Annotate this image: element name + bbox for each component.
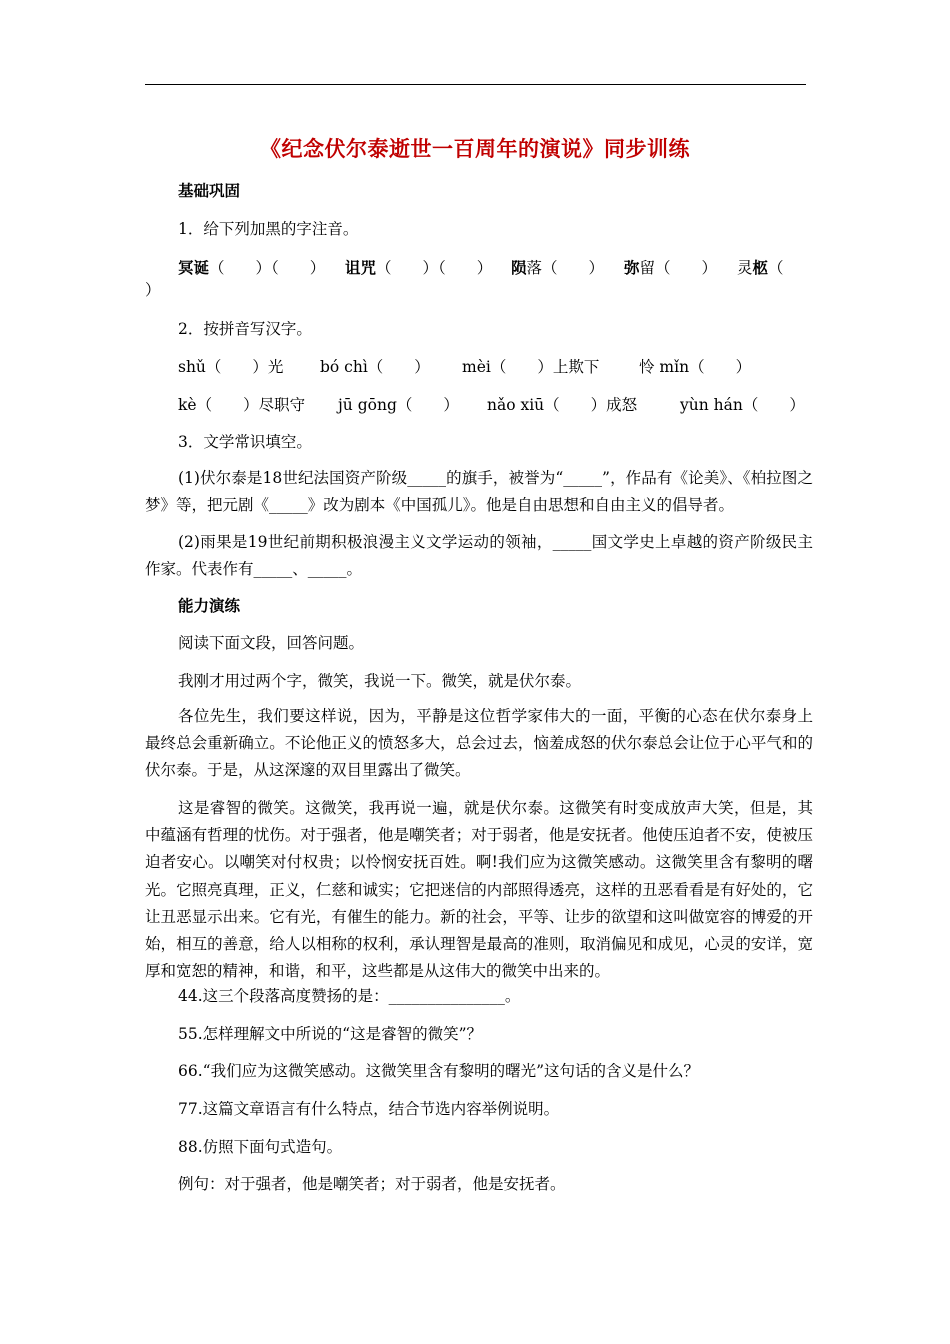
question-1-item-3: 陨落（ ）	[511, 258, 605, 277]
question-2-row1-item-4: 怜 mǐn（ ）	[639, 358, 752, 376]
question-2-row2-item-1: kè（ ）尽职守	[178, 396, 306, 414]
question-1-item-5: 灵柩（	[737, 258, 784, 277]
example-sentence: 例句：对于强者，他是嘲笑者；对于弱者，他是安抚者。	[178, 1175, 566, 1193]
question-88: 88.仿照下面句式造句。	[178, 1138, 343, 1156]
question-1-item-2: 诅咒（ ）（ ）	[345, 258, 493, 277]
passage-paragraph-1: 我刚才用过两个字，微笑，我说一下。微笑，就是伏尔泰。	[178, 672, 582, 690]
question-2-row1-item-1: shǔ（ ）光	[178, 358, 284, 376]
question-2-row2-item-2: jū gōng（ ）	[338, 396, 459, 414]
passage-paragraph-2: 各位先生，我们要这样说，因为，平静是这位哲学家伟大的一面，平衡的心态在伏尔泰身上最终总会重新确立。不论他正义的愤怒多大，总会过去，恼羞成怒的伏尔泰总会让位于心平气和的伏尔泰。于是，从这深邃的双目里露出了微笑。	[145, 707, 813, 780]
section-heading-basics: 基础巩固	[178, 181, 241, 200]
question-55: 55.怎样理解文中所说的“这是睿智的微笑”？	[178, 1025, 482, 1043]
question-2-prompt: 2．按拼音写汉字。	[178, 320, 312, 338]
question-66: 66.“我们应为这微笑感动。这微笑里含有黎明的曙光”这句话的含义是什么？	[178, 1062, 700, 1080]
section-heading-ability: 能力演练	[178, 596, 241, 615]
header-rule	[145, 84, 806, 85]
passage-paragraph-3: 这是睿智的微笑。这微笑，我再说一遍，就是伏尔泰。这微笑有时变成放声大笑，但是，其中蕴涵有哲理的忧伤。对于强者，他是嘲笑者；对于弱者，他是安抚者。他使压迫者不安，使被压迫者安心。以嘲笑对付权贵；以怜悯安抚百姓。啊!我们应为这微笑感动。这微笑里含有黎明的曙光。它照亮真理，正义，仁慈和诚实；它把迷信的内部照得透亮，这样的丑恶看看是有好处的，它让丑恶显示出来。它有光，有催生的能力。新的社会，平等、让步的欲望和这叫做宽容的博爱的开始，相互的善意，给人以相称的权利，承认理智是最高的准则，取消偏见和成见，心灵的安详，宽厚和宽恕的精神，和谐，和平，这些都是从这伟大的微笑中出来的。	[145, 799, 813, 981]
question-1-prompt: 1．给下列加黑的字注音。	[178, 220, 359, 238]
question-2-row2-item-3: nǎo xiū（ ）成怒	[487, 396, 638, 414]
question-3-part-2: (2)雨果是19世纪前期积极浪漫主义文学运动的领袖，_____国文学史上卓越的资产阶级民主作家。代表作有_____、_____。	[145, 533, 813, 579]
question-1-item-1: 冥诞（ ）（ ）	[178, 258, 326, 277]
question-2-row1-item-2: bó chì（ ）	[320, 358, 430, 376]
document-title: 《纪念伏尔泰逝世一百周年的演说》同步训练	[260, 136, 690, 161]
question-1-item-4: 弥留（ ）	[624, 258, 718, 277]
question-2-row2-item-4: yùn hán（ ）	[680, 396, 805, 414]
question-3-prompt: 3．文学常识填空。	[178, 433, 312, 451]
question-3-part-1: (1)伏尔泰是18世纪法国资产阶级_____的旗手，被誉为“_____”，作品有《论美》、《柏拉图之梦》等，把元剧《_____》改为剧本《中国孤儿》。他是自由思想和自由主义的倡导者。	[145, 469, 813, 515]
question-1-wrap-tail: ）	[145, 281, 161, 299]
reading-intro: 阅读下面文段，回答问题。	[178, 634, 365, 652]
question-77: 77.这篇文章语言有什么特点，结合节选内容举例说明。	[178, 1100, 560, 1118]
question-44: 44.这三个段落高度赞扬的是：_______________。	[178, 987, 521, 1005]
question-2-row1-item-3: mèi（ ）上欺下	[462, 358, 600, 376]
